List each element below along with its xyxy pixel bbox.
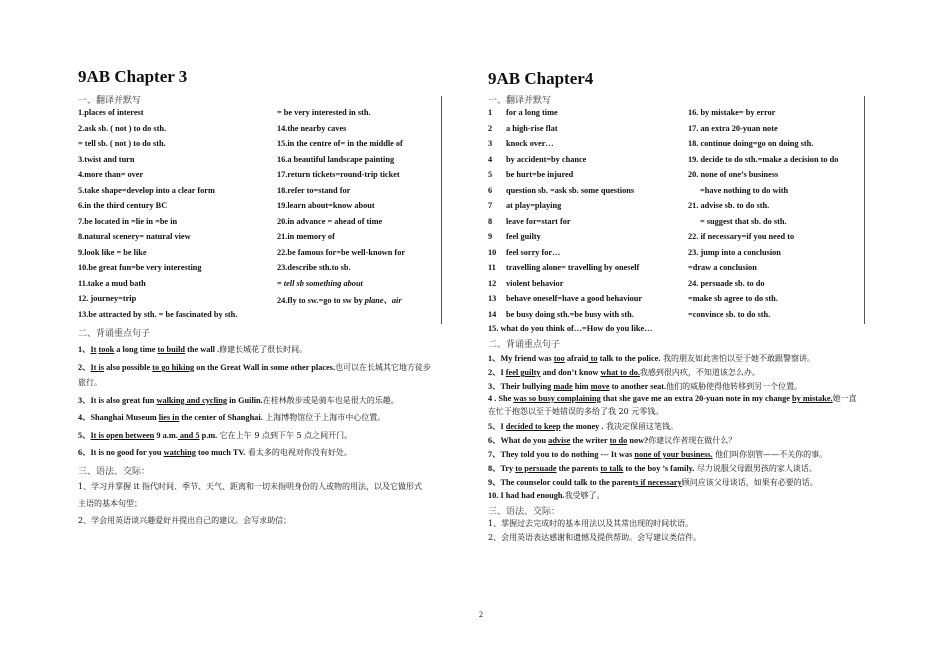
left-grammar-1-cont: 主语的基本句型； bbox=[78, 499, 142, 508]
right-section-2-heading: 二、背诵重点句子 bbox=[488, 340, 561, 350]
vocab-item bbox=[78, 263, 202, 272]
left-sentence-1 bbox=[78, 343, 307, 355]
vocab-item bbox=[488, 310, 634, 319]
vocab-number: 7 bbox=[488, 201, 493, 210]
underlined-text: It is bbox=[90, 363, 105, 372]
vocab-text: 19.learn about=know about bbox=[277, 201, 375, 210]
vocab-text: 11.take a mud bath bbox=[78, 278, 146, 288]
left-sentence-2 bbox=[78, 361, 431, 373]
vocab-item bbox=[488, 294, 642, 303]
vocab-text: 4.more than= over bbox=[78, 170, 144, 179]
vocab-item bbox=[488, 108, 558, 117]
text: to the boy ’s family. bbox=[623, 464, 695, 473]
vocab-number: 6 bbox=[488, 185, 493, 195]
right-sentence-3 bbox=[488, 380, 802, 392]
vocab-item bbox=[78, 155, 134, 164]
vocab-item bbox=[488, 263, 639, 272]
right-grammar-2: 2、会用英语表达感谢和遗憾及提供帮助。会写建议类信件。 bbox=[488, 533, 702, 542]
vocab-number: 4 bbox=[488, 154, 493, 164]
vocab-item bbox=[277, 124, 346, 133]
vocab-text: by accident=by chance bbox=[506, 154, 587, 164]
vocab-item bbox=[488, 139, 554, 148]
page-number: 2 bbox=[479, 610, 483, 619]
vocab-text: =draw a conclusion bbox=[688, 263, 757, 272]
text: afraid bbox=[564, 354, 589, 363]
chinese-text: 她一直 bbox=[832, 394, 857, 403]
text: the money . bbox=[560, 422, 604, 431]
text: now? bbox=[627, 436, 649, 445]
vocab-item bbox=[688, 310, 770, 319]
right-sentence-7 bbox=[488, 448, 827, 460]
vocab-number: 5 bbox=[488, 170, 493, 179]
vocab-number: 3 bbox=[488, 139, 493, 148]
vocab-text: knock over… bbox=[506, 139, 554, 148]
vocab-item bbox=[277, 248, 405, 257]
underlined-text: watching bbox=[163, 448, 196, 457]
vocab-text: 1.places of interest bbox=[78, 108, 144, 117]
right-sentence-5 bbox=[488, 420, 678, 432]
chinese-text: 我受够了。 bbox=[564, 491, 605, 500]
vocab-item bbox=[688, 279, 765, 288]
underlined-text: made bbox=[553, 382, 573, 391]
right-sentence-8 bbox=[488, 462, 817, 474]
right-section-3-heading: 三、语法、交际： bbox=[488, 507, 561, 517]
vocab-text: leave for=start for bbox=[506, 216, 571, 226]
vocab-text: 24. persuade sb. to do bbox=[688, 278, 765, 288]
vocab-item bbox=[688, 217, 787, 226]
underlined-text: decided to keep bbox=[505, 422, 561, 431]
text: him bbox=[572, 382, 591, 391]
underlined-text: move bbox=[590, 382, 610, 391]
chinese-text: 你建议作者现在做什么？ bbox=[648, 436, 737, 445]
vocab-text: 17. an extra 20-yuan note bbox=[688, 123, 778, 133]
text: also possible bbox=[104, 363, 153, 372]
vocab-number: 11 bbox=[488, 263, 496, 272]
vocab-item bbox=[488, 279, 563, 288]
left-sentence-3 bbox=[78, 394, 399, 406]
vocab-item bbox=[688, 248, 781, 257]
vocab-text: = tell sb something about bbox=[277, 278, 363, 288]
vocab-text: 12. journey=trip bbox=[78, 294, 137, 303]
text: 3、It is also great fun bbox=[78, 396, 157, 405]
right-sentence-9 bbox=[488, 476, 818, 488]
vocab-text: 20.in advance = ahead of time bbox=[277, 216, 383, 226]
left-section-1-heading: 一、翻译并默写 bbox=[78, 96, 142, 106]
vocab-text: 21.in memory of bbox=[277, 232, 335, 241]
right-section-1-heading: 一、翻译并默写 bbox=[488, 96, 552, 106]
underlined-text: to bbox=[588, 354, 598, 363]
vocab-item bbox=[78, 201, 167, 210]
text: talk to the police. bbox=[597, 354, 661, 363]
chinese-text: 上海博物馆位于上海市中心位置。 bbox=[262, 413, 386, 422]
vocab-text: a high-rise flat bbox=[506, 123, 558, 133]
underlined-text: It bbox=[90, 345, 97, 354]
vocab-item bbox=[277, 263, 351, 272]
num: 1、 bbox=[78, 345, 91, 354]
vocab-item bbox=[688, 232, 794, 241]
vocab-text: 18. continue doing=go on doing sth. bbox=[688, 139, 814, 148]
vocab-text: 23. jump into a conclusion bbox=[688, 247, 781, 257]
text: p.m. bbox=[199, 431, 218, 440]
underlined-text: and 5 bbox=[177, 431, 200, 440]
vocab-text: 2.ask sb. ( not ) to do sth. bbox=[78, 123, 167, 133]
vocab-item bbox=[277, 170, 400, 179]
text: 4、Shanghai Museum bbox=[78, 413, 159, 422]
vocab-text: 14.the nearby caves bbox=[277, 123, 347, 133]
vocab-item bbox=[78, 108, 144, 117]
text: 5、I bbox=[488, 422, 506, 431]
underlined-text: s if necessary bbox=[635, 478, 682, 487]
vocab-item bbox=[488, 170, 573, 179]
text: 4 . She bbox=[488, 394, 514, 403]
vocab-number: 9 bbox=[488, 232, 493, 241]
vocab-item bbox=[78, 279, 146, 288]
num: 2、 bbox=[78, 363, 91, 372]
vocab-text: 16.a beautiful landscape painting bbox=[277, 154, 395, 164]
vocab-text: = be very interested in sth. bbox=[277, 108, 371, 117]
text: too much TV. bbox=[195, 448, 246, 457]
chinese-text: 看太多的电视对你没有好处。 bbox=[245, 448, 352, 457]
vocab-text: 6.in the third century BC bbox=[78, 201, 168, 210]
chinese-text: 它在上午 9 点到下午 5 点之间开门。 bbox=[217, 431, 353, 440]
right-sentence-4 bbox=[488, 393, 857, 404]
vocab-number: 8 bbox=[488, 216, 493, 226]
vocab-item bbox=[78, 232, 191, 241]
vocab-text: 7.be located in =lie in =be in bbox=[78, 216, 178, 226]
vocab-item bbox=[277, 294, 402, 306]
vocab-text: 22. if necessary=if you need to bbox=[688, 232, 795, 241]
left-sentence-6 bbox=[78, 446, 352, 458]
right-vocab-15: 15. what do you think of…=How do you like… bbox=[488, 324, 653, 333]
text: 10. I had had enough. bbox=[488, 491, 565, 500]
underlined-text: by mistake. bbox=[792, 394, 833, 403]
chinese-text: 我的朋友如此害怕以至于她不敢跟警察讲。 bbox=[660, 354, 815, 363]
chinese-text: 尽力说服父母跟男孩的家人谈话。 bbox=[694, 464, 817, 473]
underlined-text: It is open between bbox=[90, 431, 155, 440]
chinese-text: 在桂林散步或是骑车也是很大的乐趣。 bbox=[262, 396, 399, 405]
vocab-item bbox=[78, 186, 215, 195]
vocab-text: =convince sb. to do sth. bbox=[688, 309, 771, 319]
vocab-text: =have nothing to do with bbox=[700, 185, 789, 195]
left-title: 9AB Chapter 3 bbox=[78, 67, 188, 86]
vocab-text: 13.be attracted by sth. = be fascinated by sth. bbox=[78, 309, 238, 319]
vocab-number: 1 bbox=[488, 108, 493, 117]
chinese-text: 修建长城花了很长时间。 bbox=[219, 345, 308, 354]
text: 7、They told you to do nothing --- It was bbox=[488, 450, 635, 459]
text: 2、I bbox=[488, 368, 506, 377]
right-sentence-2 bbox=[488, 366, 760, 378]
vocab-item bbox=[78, 124, 166, 133]
vocab-text: 22.be famous for=be well-known for bbox=[277, 247, 406, 257]
right-sentence-6 bbox=[488, 434, 736, 446]
left-divider bbox=[441, 96, 442, 324]
vocab-item bbox=[488, 232, 541, 241]
vocab-item bbox=[78, 170, 143, 179]
left-section-3-heading: 三、语法、交际： bbox=[78, 467, 151, 477]
vocab-item bbox=[488, 248, 560, 257]
vocab-item bbox=[78, 248, 147, 257]
text: 9 a.m. bbox=[154, 431, 178, 440]
left-grammar-2: 2、学会用英语谈兴趣爱好并提出自己的建议。会写求助信； bbox=[78, 516, 292, 525]
vocab-item bbox=[688, 108, 775, 117]
underlined-text: what to do. bbox=[600, 368, 640, 377]
vocab-text: 9.look like = be like bbox=[78, 247, 147, 257]
vocab-item bbox=[78, 217, 177, 226]
vocab-item bbox=[277, 155, 394, 164]
vocab-text: feel sorry for… bbox=[506, 247, 561, 257]
text: 6、What do you bbox=[488, 436, 549, 445]
vocab-item bbox=[488, 155, 586, 164]
chinese-text: 顾问应该父母谈话，如果有必要的话。 bbox=[681, 478, 818, 487]
vocab-item bbox=[688, 186, 788, 195]
vocab-text: 5.take shape=develop into a clear form bbox=[78, 185, 215, 195]
underlined-text: to go hiking bbox=[152, 363, 195, 372]
vocab-item bbox=[688, 263, 757, 272]
text: a long time bbox=[114, 345, 158, 354]
underlined-text: was so busy complaining bbox=[513, 394, 601, 403]
text: in Guilin. bbox=[227, 396, 263, 405]
vocab-item bbox=[277, 232, 335, 241]
right-sentence-4-cont: 在忙于抱怨以至于她错误的多给了我 20 元零钱。 bbox=[488, 407, 664, 416]
vocab-text: 16. by mistake= by error bbox=[688, 108, 776, 117]
underlined-text: to persuade bbox=[515, 464, 557, 473]
vocab-item bbox=[78, 294, 136, 303]
vocab-text: question sb. =ask sb. some questions bbox=[506, 185, 635, 195]
vocab-text: 10.be great fun=be very interesting bbox=[78, 263, 202, 272]
vocab-text: be busy doing sth.=be busy with sth. bbox=[506, 309, 634, 319]
text: 3、Their bullying bbox=[488, 382, 554, 391]
vocab-item bbox=[688, 139, 813, 148]
vocab-item bbox=[688, 294, 778, 303]
vocab-text: 23.describe sth.to sb. bbox=[277, 263, 351, 272]
vocab-item bbox=[78, 310, 237, 319]
vocab-item bbox=[78, 139, 166, 148]
vocab-item bbox=[277, 139, 403, 148]
underlined-text: to talk bbox=[600, 464, 624, 473]
vocab-item bbox=[688, 170, 778, 179]
right-sentence-1 bbox=[488, 352, 815, 364]
vocab-text: 20. none of one’s business bbox=[688, 170, 779, 179]
vocab-text: 15.in the centre of= in the middle of bbox=[277, 139, 403, 148]
vocab-item bbox=[488, 201, 561, 210]
vocab-number: 13 bbox=[488, 294, 497, 303]
text: 9、The counselor could talk to the parent bbox=[488, 478, 636, 487]
vocab-item bbox=[488, 124, 558, 133]
vocab-item bbox=[488, 186, 634, 195]
chinese-text: 我决定保留这笔钱。 bbox=[603, 422, 679, 431]
vocab-text: = suggest that sb. do sth. bbox=[700, 216, 787, 226]
vocab-text: 19. decide to do sth.=make a decision to do bbox=[688, 154, 839, 164]
underlined-text: none of your business. bbox=[634, 450, 713, 459]
vocab-text: feel guilty bbox=[506, 232, 541, 241]
vocab-number: 2 bbox=[488, 123, 493, 133]
vocab-text: 17.return tickets=round-trip ticket bbox=[277, 170, 400, 179]
vocab-item bbox=[277, 108, 371, 117]
vocab-text: travelling alone= travelling by oneself bbox=[506, 263, 640, 272]
text: 6、It is no good for you bbox=[78, 448, 164, 457]
vocab-text: 18.refer to=stand for bbox=[277, 185, 351, 195]
vocab-text: 21. advise sb. to do sth. bbox=[688, 201, 770, 210]
vocab-text: be hurt=be injured bbox=[506, 170, 574, 179]
vocab-text: for a long time bbox=[506, 108, 558, 117]
vocab-text: 8.natural scenery= natural view bbox=[78, 232, 191, 241]
chinese-text: 他们叫你别管——不关你的事。 bbox=[712, 450, 828, 459]
vocab-item bbox=[488, 217, 571, 226]
text: the writer bbox=[570, 436, 610, 445]
vocab-number: 14 bbox=[488, 309, 497, 319]
vocab-text: 24.fly to sw.=go to sw by bbox=[277, 296, 365, 305]
left-section-2-heading: 二、背诵重点句子 bbox=[78, 329, 151, 339]
text: to another seat. bbox=[609, 382, 667, 391]
vocab-text: = tell sb. ( not ) to do sth. bbox=[78, 139, 166, 148]
chinese-text: 也可以在长城其它地方徒步 bbox=[335, 363, 432, 372]
text: 8、Try bbox=[488, 464, 516, 473]
underlined-text: walking and cycling bbox=[156, 396, 227, 405]
text: and don’t know bbox=[540, 368, 601, 377]
vocab-text: =make sb agree to do sth. bbox=[688, 294, 778, 303]
underlined-text: lies in bbox=[158, 413, 180, 422]
right-title: 9AB Chapter4 bbox=[488, 69, 594, 88]
vocab-item bbox=[277, 279, 363, 288]
vocab-item bbox=[277, 186, 350, 195]
underlined-text: advise bbox=[548, 436, 571, 445]
italic-text: plane、air bbox=[364, 296, 402, 305]
vocab-text: at play=playing bbox=[506, 201, 562, 210]
vocab-item bbox=[688, 124, 778, 133]
vocab-item bbox=[277, 217, 382, 226]
vocab-item bbox=[688, 201, 769, 210]
left-sentence-4 bbox=[78, 411, 385, 423]
text: 1、My friend was bbox=[488, 354, 554, 363]
vocab-item bbox=[688, 155, 838, 164]
text: on the Great Wall in some other places. bbox=[194, 363, 336, 372]
underlined-text: took bbox=[98, 345, 115, 354]
text: that she gave me an extra 20-yuan note in my change bbox=[600, 394, 793, 403]
text: the center of Shanghai. bbox=[179, 413, 263, 422]
left-grammar-1: 1、学习并掌握 it 指代时间、季节、天气、距离和一切未指明身份的人或物的用法，以及它做形式 bbox=[78, 482, 422, 491]
vocab-text: 3.twist and turn bbox=[78, 154, 135, 164]
underlined-text: to do bbox=[609, 436, 628, 445]
vocab-text: behave oneself=have a good behaviour bbox=[506, 294, 643, 303]
underlined-text: to build bbox=[157, 345, 185, 354]
underlined-text: too bbox=[553, 354, 565, 363]
right-grammar-1: 1、掌握过去完成时的基本用法以及其常出现的时间状语。 bbox=[488, 519, 694, 528]
vocab-number: 10 bbox=[488, 247, 497, 257]
right-divider bbox=[864, 96, 865, 324]
vocab-text: violent behavior bbox=[506, 278, 564, 288]
right-sentence-10 bbox=[488, 490, 605, 501]
chinese-text: 我感到很内疚，不知道该怎么办。 bbox=[639, 368, 760, 377]
left-sentence-2-cont: 旅行。 bbox=[78, 378, 102, 387]
vocab-item bbox=[277, 201, 375, 210]
chinese-text: 他们的威胁使得他转移到另一个位置。 bbox=[666, 382, 803, 391]
vocab-number: 12 bbox=[488, 278, 497, 288]
text: the wall . bbox=[185, 345, 220, 354]
num: 5、 bbox=[78, 431, 91, 440]
text: the parents bbox=[556, 464, 601, 473]
underlined-text: feel guilty bbox=[505, 368, 541, 377]
left-sentence-5 bbox=[78, 429, 352, 441]
